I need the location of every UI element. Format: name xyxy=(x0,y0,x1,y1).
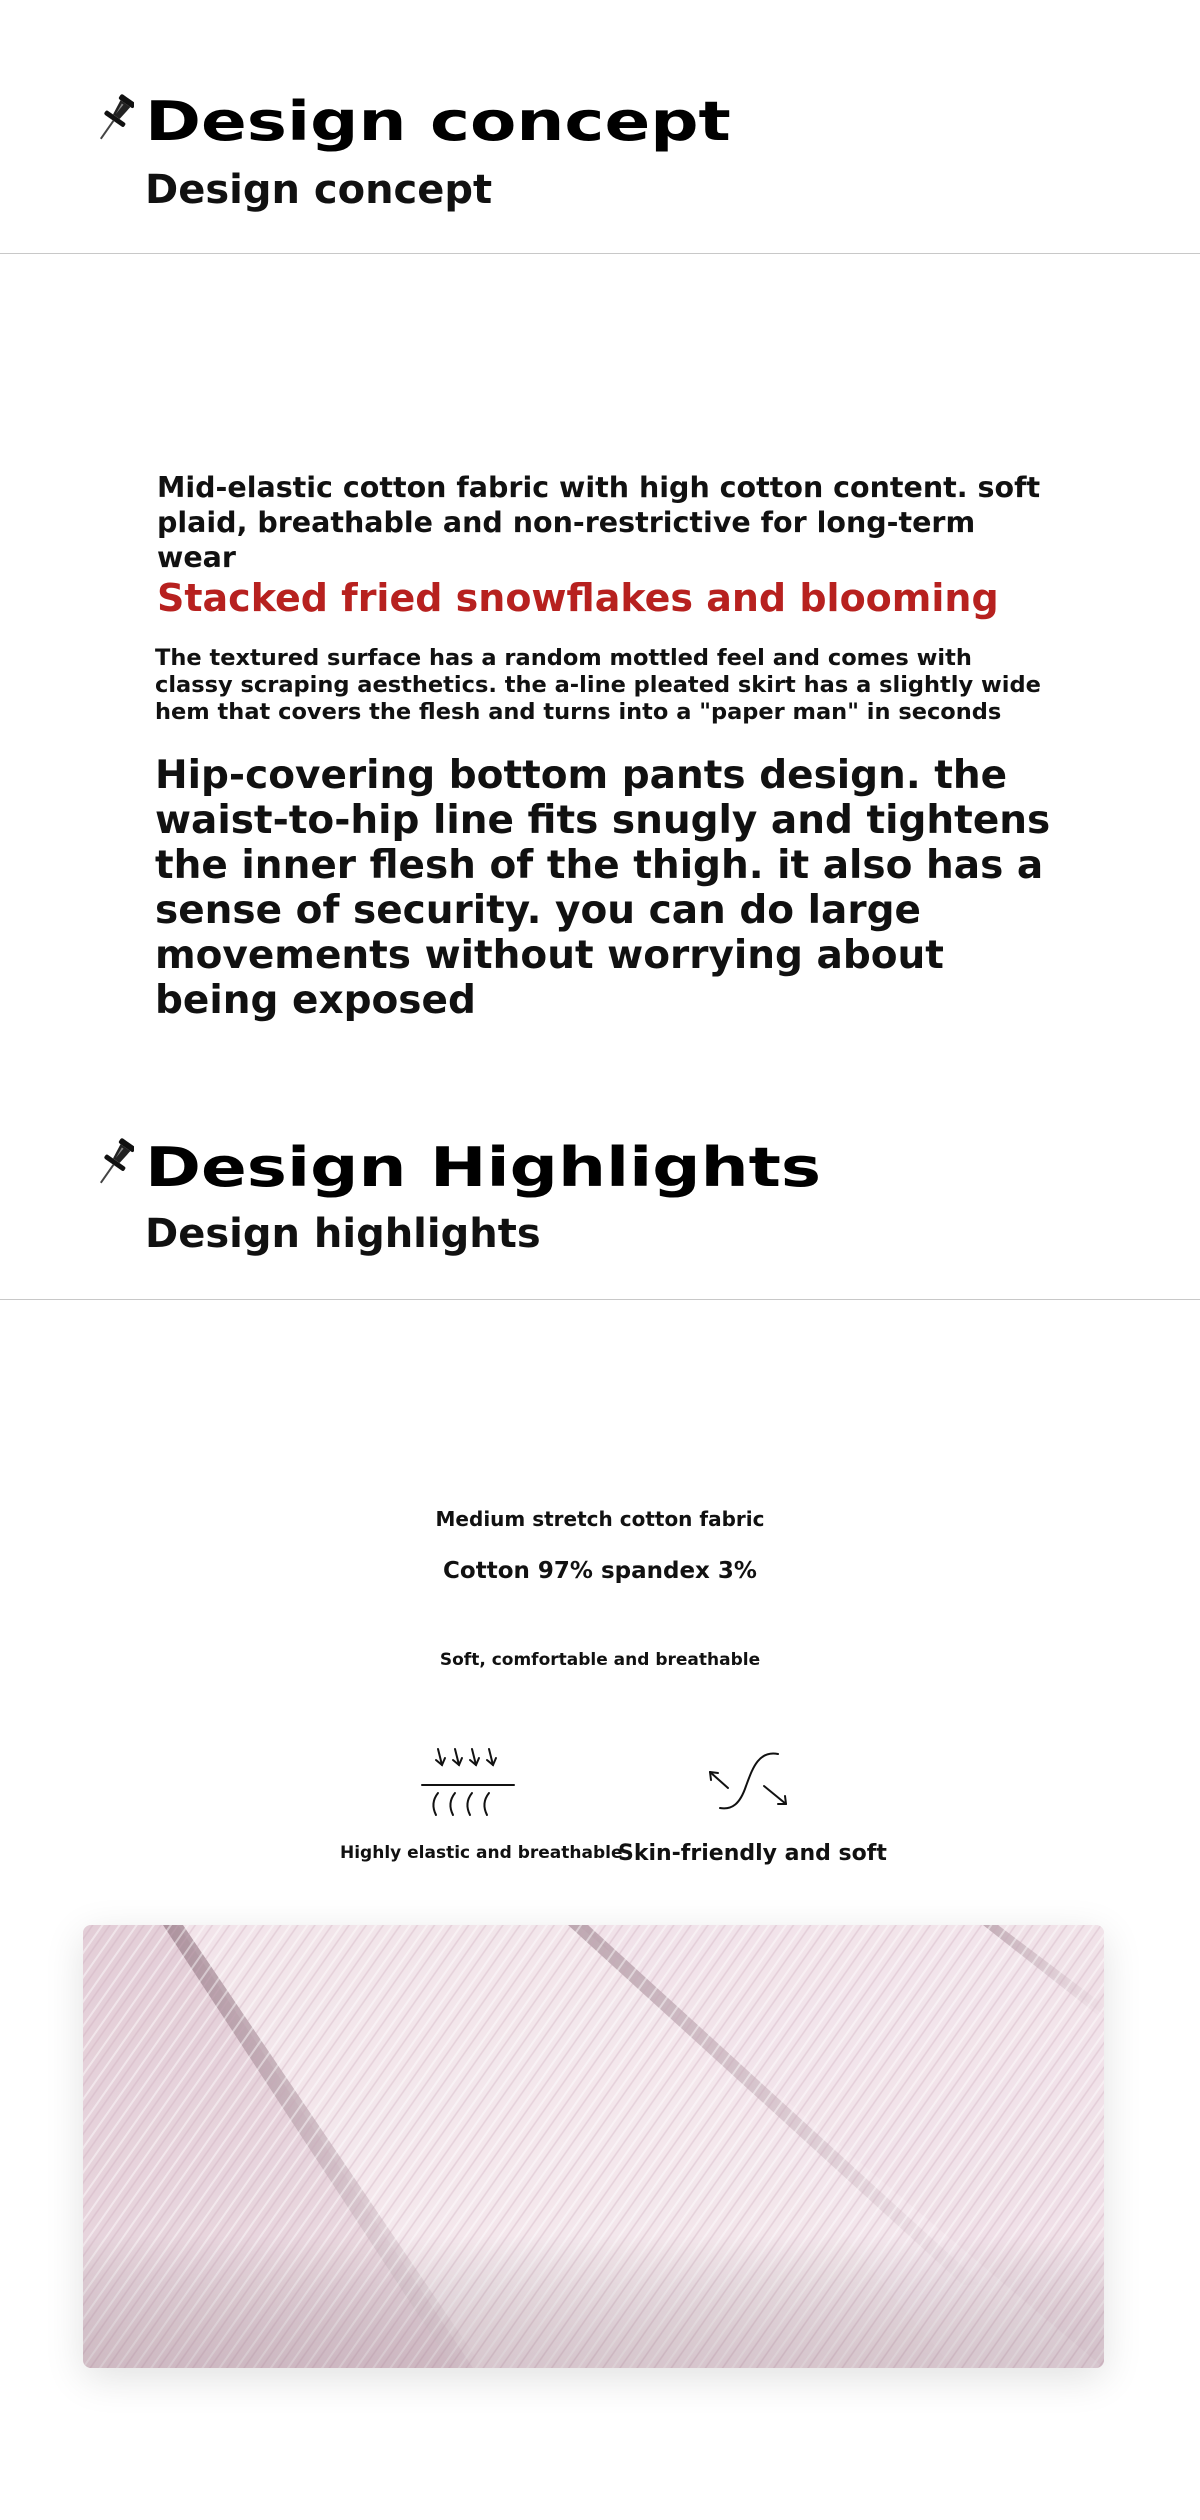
feature-label-skin-friendly: Skin-friendly and soft xyxy=(618,1841,887,1866)
concept-lead-text: Mid-elastic cotton fabric with high cotton content. soft plaid, breathable and non-restrictive for long-term wear xyxy=(157,471,1041,574)
breathable-arrows-icon xyxy=(418,1745,518,1820)
stretch-arrows-icon xyxy=(706,1748,792,1820)
comfort-label: Soft, comfortable and breathable xyxy=(439,1650,761,1670)
fabric-composition: Cotton 97% spandex 3% xyxy=(443,1558,757,1584)
pushpin-icon xyxy=(94,90,134,150)
feature-label-elastic: Highly elastic and breathable xyxy=(340,1843,623,1863)
section-title-design-highlights: Design Highlights xyxy=(145,1136,822,1199)
section-subtitle-design-highlights: Design highlights xyxy=(145,1211,541,1257)
concept-red-heading: Stacked fried snowflakes and blooming xyxy=(157,576,999,620)
section-divider xyxy=(0,253,1200,254)
section-title-design-concept: Design concept xyxy=(145,90,731,153)
fabric-closeup-image xyxy=(83,1925,1104,2368)
concept-large-text: Hip-covering bottom pants design. the waist-to-hip line fits snugly and tightens the inner flesh of the thigh. it also has a sense of security. you can do large movements without worrying about being exposed xyxy=(155,753,1051,1023)
concept-detail-text: The textured surface has a random mottled feel and comes with classy scraping aesthetics. the a-line pleated skirt has a slightly wide hem that covers the flesh and turns into a "paper man" in seconds xyxy=(155,645,1041,725)
section-divider xyxy=(0,1299,1200,1300)
section-subtitle-design-concept: Design concept xyxy=(145,167,493,213)
fabric-type-label: Medium stretch cotton fabric xyxy=(435,1507,765,1531)
pushpin-icon xyxy=(94,1134,134,1194)
